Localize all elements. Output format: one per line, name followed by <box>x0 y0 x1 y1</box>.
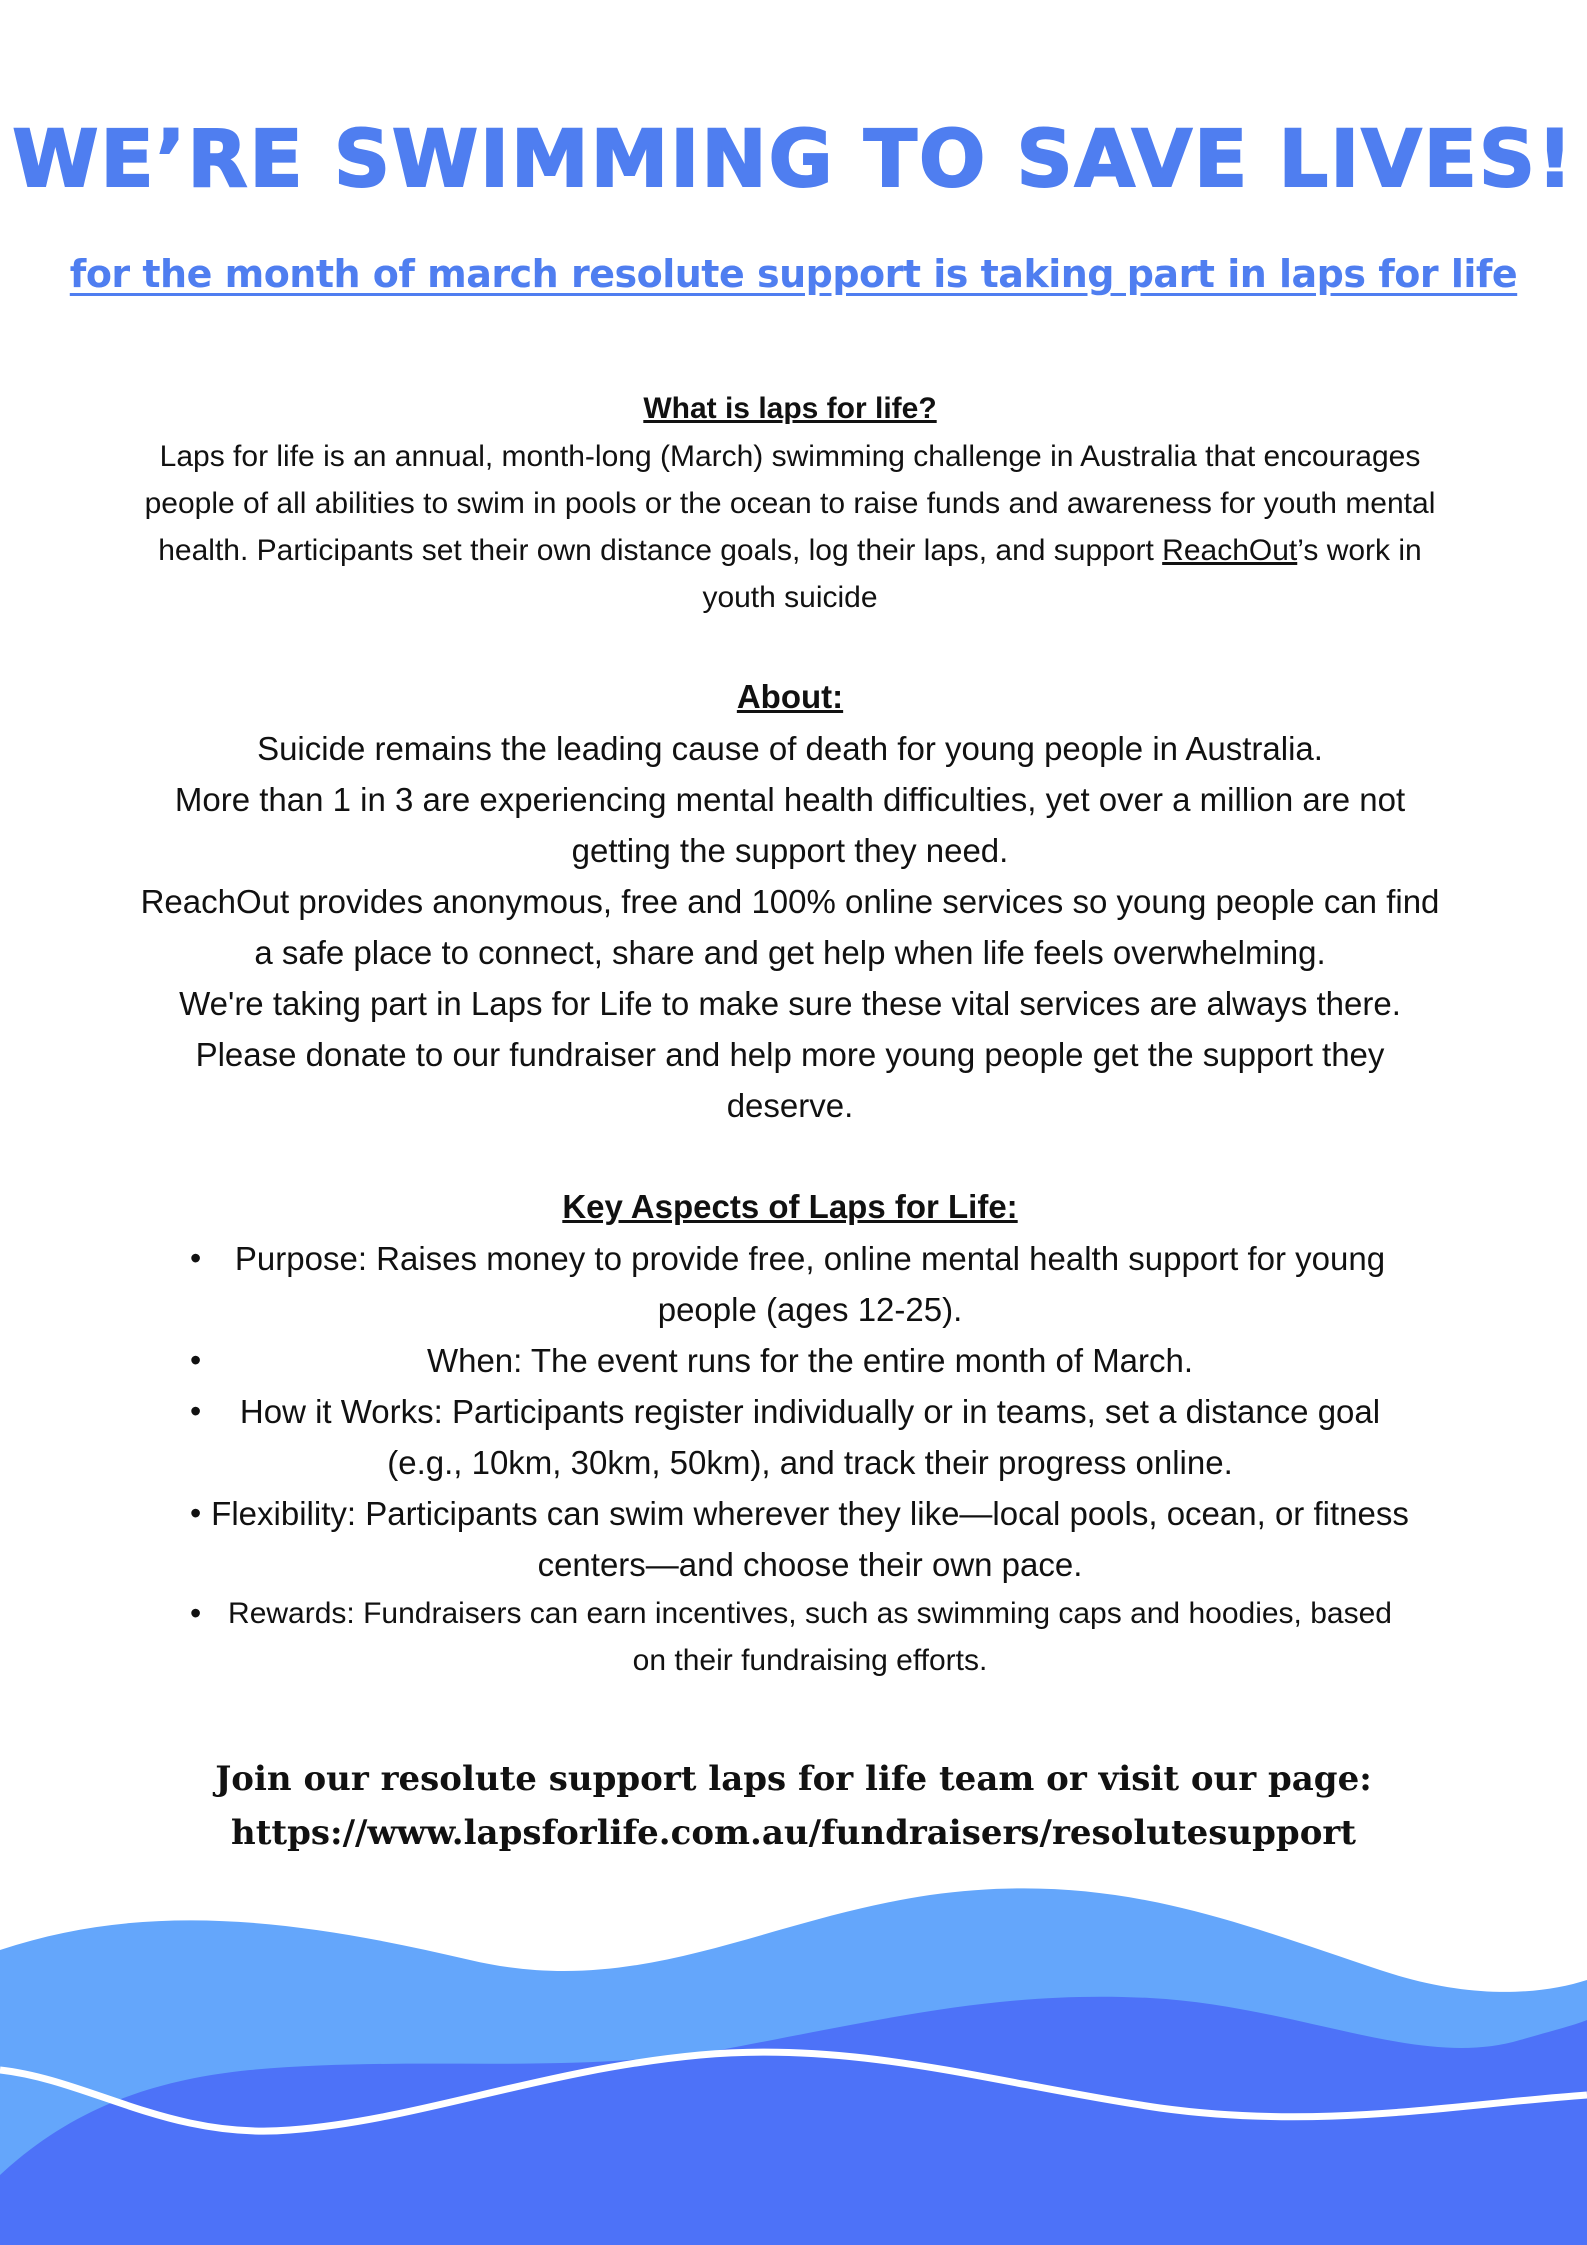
about-paragraph: Suicide remains the leading cause of death for young people in Australia. <box>257 730 1323 767</box>
bullet-icon: • <box>190 1495 202 1531</box>
bullet-icon: • <box>190 1393 202 1429</box>
about-paragraph: Please donate to our fundraiser and help more young people get the support they deserve. <box>195 1036 1385 1124</box>
list-item <box>140 1590 1440 1684</box>
key-aspects-heading: Key Aspects of Laps for Life: <box>562 1188 1018 1225</box>
page-subheadline: for the month of march resolute support is taking part in laps for life <box>69 252 1518 296</box>
what-is-heading: What is laps for life? <box>643 392 937 425</box>
list-item <box>140 1233 1440 1335</box>
call-to-action <box>0 1752 1587 1860</box>
what-is-body-text: Laps for life is an annual, month-long (March) swimming challenge in Australia that encourages people of all abilities to swim in pools or the ocean to raise funds and awareness for youth mental health. Participants set their own distance goals, log their laps, and support <box>144 440 1436 567</box>
list-item-text: How it Works: Participants register individually or in teams, set a distance goal (e.g., 10km, 30km, 50km), and track their progress online. <box>239 1393 1381 1481</box>
reachout-link[interactable]: ReachOut <box>1162 534 1298 567</box>
list-item <box>140 1386 1440 1488</box>
bullet-icon: • <box>190 1342 202 1378</box>
list-item-text: Flexibility: Participants can swim wherever they like—local pools, ocean, or fitness centers—and choose their own pace. <box>211 1495 1409 1583</box>
spacer <box>140 1131 1440 1181</box>
key-aspects-section <box>140 1181 1440 1684</box>
bullet-icon: • <box>190 1240 202 1276</box>
about-paragraph: More than 1 in 3 are experiencing mental health difficulties, yet over a million are not getting the support they need. <box>174 781 1406 869</box>
list-item-text: When: The event runs for the entire month of March. <box>426 1342 1194 1379</box>
main-content <box>140 385 1440 1684</box>
list-item <box>140 1488 1440 1590</box>
key-aspects-list <box>140 1233 1440 1684</box>
spacer <box>140 621 1440 671</box>
about-heading: About: <box>736 678 844 715</box>
list-item-text: Purpose: Raises money to provide free, online mental health support for young people (ages 12-25). <box>234 1240 1386 1328</box>
list-item-text: Rewards: Fundraisers can earn incentives, such as swimming caps and hoodies, based on their fundraising efforts. <box>228 1597 1392 1677</box>
about-paragraph: ReachOut provides anonymous, free and 100% online services so young people can find a safe place to connect, share and get help when life feels overwhelming. <box>140 883 1440 971</box>
what-is-body-end: ’s work in youth suicide <box>702 534 1422 614</box>
about-body <box>140 723 1440 1131</box>
what-is-body <box>140 433 1440 621</box>
cta-url-link[interactable]: https://www.lapsforlife.com.au/fundraisers/resolutesupport <box>230 1813 1356 1853</box>
cta-text: Join our resolute support laps for life team or visit our page: <box>215 1759 1372 1799</box>
about-section <box>140 671 1440 1131</box>
bullet-icon: • <box>190 1595 202 1631</box>
what-is-section <box>140 385 1440 621</box>
page-headline: WE’RE SWIMMING TO SAVE LIVES! <box>12 115 1575 205</box>
list-item <box>140 1335 1440 1386</box>
about-paragraph: We're taking part in Laps for Life to make sure these vital services are always there. <box>179 985 1401 1022</box>
wave-decoration <box>0 1880 1587 2245</box>
